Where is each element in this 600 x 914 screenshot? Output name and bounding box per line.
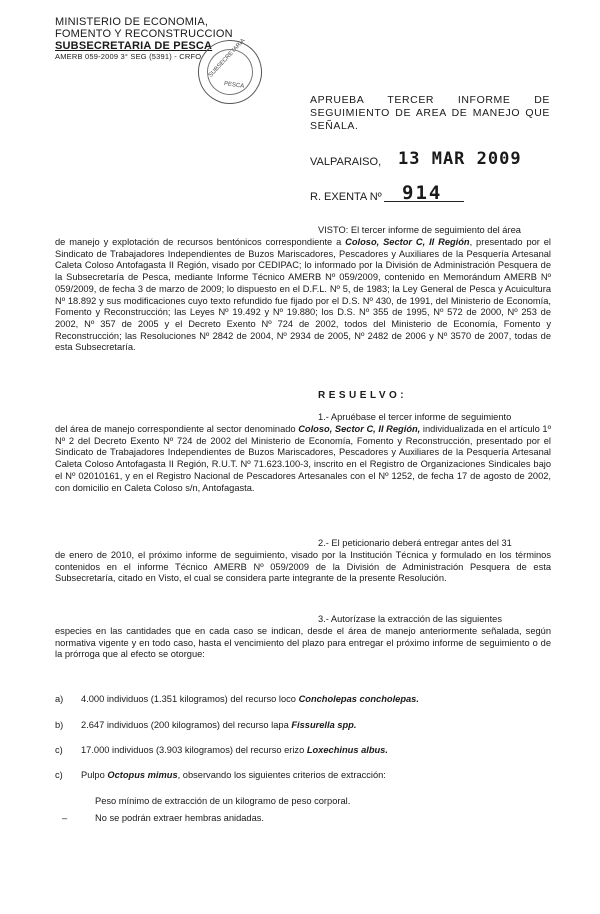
criterion-text: No se podrán extraer hembras anidadas.: [95, 813, 264, 823]
article-3-body: especies en las cantidades que en cada caso se indican, desde el área de manejo anteriormente señalada, según normativa vigente y en todo caso, hasta el vencimiento del plazo para entregar el próximo informe de seguimiento o de la prórroga que al efecto se otorgue:: [55, 626, 551, 660]
article-2-lead: 2.- El peticionario deberá entregar antes del 31: [318, 538, 512, 548]
article-1-area-name: Coloso, Sector C, II Región,: [298, 424, 421, 434]
subsecretaria-name: SUBSECRETARIA DE PESCA: [55, 40, 213, 52]
article-1-text-a: del área de manejo correspondiente al sector denominado: [55, 424, 299, 434]
article-2-body: de enero de 2010, el próximo informe de seguimiento, visado por la Institución Técnica y formulado en los términos contenidos en el informe Técnico AMERB Nº 059/2009 de la División de Administración Pesquera de esta Subsecretaría, citado en Visto, el cual se considera parte integrante de la presente Resolución.: [55, 550, 551, 584]
item-text-pre: Pulpo: [81, 770, 108, 780]
visto-text-2: , presentado por el Sindicato de Trabajadores Independientes de Buzos Mariscadores, Pescadores y Auxiliares de la Pesquería Artesanal Caleta Coloso Antofagasta II Región, visado por CEDIPAC; lo informado por la División de Administración Pesquera de la Subsecretaría de Pesca, mediante Informe Técnico AMERB Nº 059/2009, contenido en Memorándum AMERB Nº 059/2009, de fecha 3 de marzo de 2009; lo dispuesto en el D.F.L. Nº 5, de 1983; la Ley General de Pesca y Acuicultura Nº 18.892 y sus modificaciones cuyo texto refundido fue fijado por el D.S. Nº 430, de 1991, del Ministerio de Economía, Fomento y Reconstrucción; las Leyes Nº 19.492 y Nº 19.880; los D.S. Nº 355 de 1995, Nº 572 de 2000, Nº 253 de 2002, Nº 357 de 2005 y el Decreto Exento Nº 724 de 2002, todos del Ministerio de Economía, Fomento y Reconstrucción; las Resoluciones Nº 2842 de 2004, Nº 2934 de 2005, Nº 2482 de 2006 y Nº 3570 de 2007, todas de esta Subsecretaría.: [55, 237, 551, 353]
seal-text-bottom: PESCA: [223, 81, 245, 90]
item-label: a): [55, 694, 64, 704]
extraction-item-d: [55, 769, 551, 781]
item-text: 17.000 individuos (3.903 kilogramos) del recurso erizo: [81, 745, 307, 755]
seal-text-top: SUBSECRETARIA: [207, 37, 247, 79]
exenta-number: 914: [402, 182, 443, 204]
article-1-lead: 1.- Apruébase el tercer informe de seguimiento: [318, 412, 512, 422]
visto-lead: VISTO: El tercer informe de seguimiento del área: [318, 225, 521, 235]
criterion-1: [95, 795, 535, 807]
item-species: Loxechinus albus.: [306, 745, 388, 755]
resolution-title: APRUEBA TERCER INFORME DE SEGUIMIENTO DE AREA DE MANEJO QUE SEÑALA.: [310, 94, 550, 132]
criterion-2: [62, 812, 532, 824]
item-species: Octopus mimus: [107, 770, 178, 780]
visto-body: [55, 237, 551, 354]
item-species: Concholepas concholepas.: [298, 694, 419, 704]
city-label: VALPARAISO,: [310, 156, 382, 168]
criterion-text: Peso mínimo de extracción de un kilogramo de peso corporal.: [95, 796, 351, 806]
ministry-name: MINISTERIO DE ECONOMIA,: [55, 16, 209, 28]
extraction-item-c: [55, 744, 551, 756]
ministry-name-cont: FOMENTO Y RECONSTRUCCION: [55, 28, 233, 40]
visto-area-name: Coloso, Sector C, II Región: [345, 237, 470, 247]
criterion-dash: –: [62, 813, 68, 823]
item-text: , observando los siguientes criterios de extracción:: [177, 770, 386, 780]
article-1-body: [55, 424, 551, 494]
item-text: 2.647 individuos (200 kilogramos) del recurso lapa: [81, 720, 292, 730]
exenta-label: R. EXENTA Nº: [310, 191, 382, 203]
article-1-text-b: individualizada en el artículo 1º Nº 2 del Decreto Exento Nº 724 de 2002 del Ministerio de Economía, Fomento y Reconstrucción, presentado por el Sindicato de Trabajadores Independientes de Buzos Mariscadores, Pescadores y Auxiliares de la Pesquería Artesanal Caleta Coloso Antofagasta II Región, R.U.T. Nº 71.623.100-3, inscrito en el Registro de Organizaciones Sindicales bajo el Nº 02010161, y en el Registro Nacional de Pescadores Artesanales con el Nº 1252, de fecha 17 de agosto de 2002, con domicilio en Caleta Coloso s/n, Antofagasta.: [55, 424, 551, 493]
date-stamp: 13 MAR 2009: [398, 149, 522, 169]
item-label: b): [55, 720, 64, 730]
item-label: c): [55, 745, 63, 755]
document-reference: AMERB 059-2009 3° SEG (5391) - CRFO: [55, 52, 202, 61]
visto-text-1: de manejo y explotación de recursos bentónicos correspondiente a: [55, 237, 346, 247]
resuelvo-heading: RESUELVO:: [318, 390, 408, 401]
item-label: c): [55, 770, 63, 780]
extraction-item-a: [55, 693, 551, 705]
item-text: 4.000 individuos (1.351 kilogramos) del recurso loco: [81, 694, 299, 704]
item-species: Fissurella spp.: [291, 720, 357, 730]
article-3-lead: 3.- Autorízase la extracción de las siguientes: [318, 614, 502, 624]
extraction-item-b: [55, 719, 551, 731]
